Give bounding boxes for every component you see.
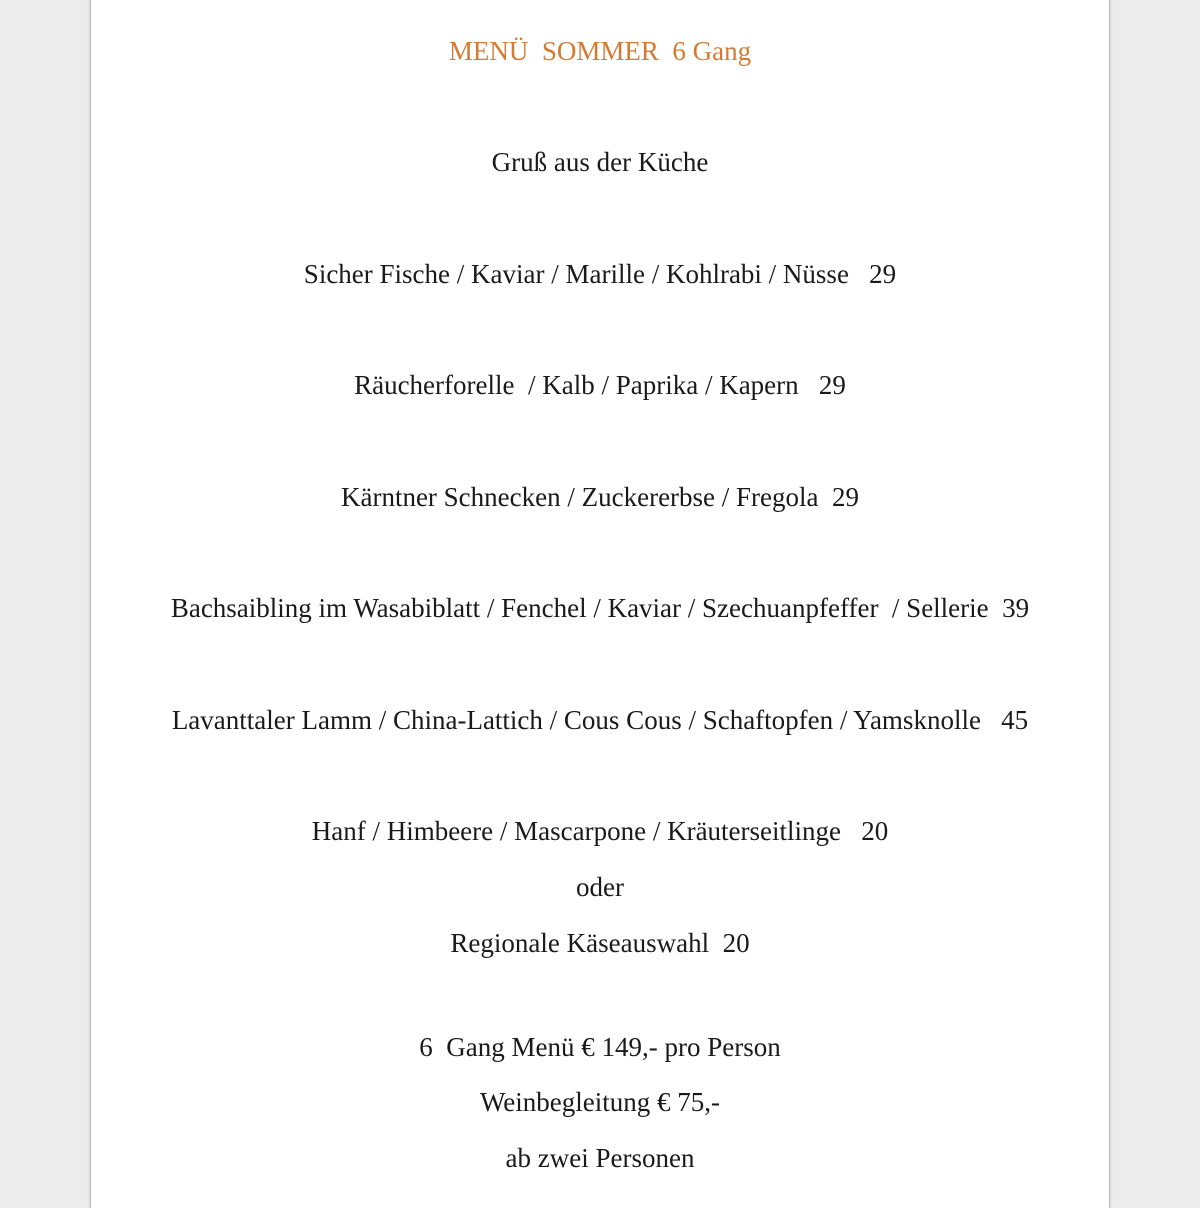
menu-page xyxy=(90,0,1110,1208)
course-item: Bachsaibling im Wasabiblatt / Fenchel / Kaviar / Szechuanpfeffer / Sellerie 39 xyxy=(170,593,1030,623)
greeting-line: Gruß aus der Küche xyxy=(491,147,709,177)
menu-title: MENÜ SOMMER 6 Gang xyxy=(448,36,752,66)
course-item: Sicher Fische / Kaviar / Marille / Kohlrabi / Nüsse 29 xyxy=(303,259,897,289)
price-line: 6 Gang Menü € 149,- pro Person xyxy=(419,1032,781,1062)
min-persons-note: ab zwei Personen xyxy=(505,1143,695,1173)
course-item: Lavanttaler Lamm / China-Lattich / Cous Cous / Schaftopfen / Yamsknolle 45 xyxy=(171,705,1029,735)
course-item: Räucherforelle / Kalb / Paprika / Kapern 29 xyxy=(354,370,846,400)
course-item: Kärntner Schnecken / Zuckererbse / Fregola 29 xyxy=(340,482,860,512)
cheese-option: Regionale Käseauswahl 20 xyxy=(450,928,750,958)
course-item: Hanf / Himbeere / Mascarpone / Kräuterseitlinge 20 xyxy=(311,816,889,846)
or-separator: oder xyxy=(576,872,624,902)
wine-pairing-line: Weinbegleitung € 75,- xyxy=(479,1087,721,1117)
